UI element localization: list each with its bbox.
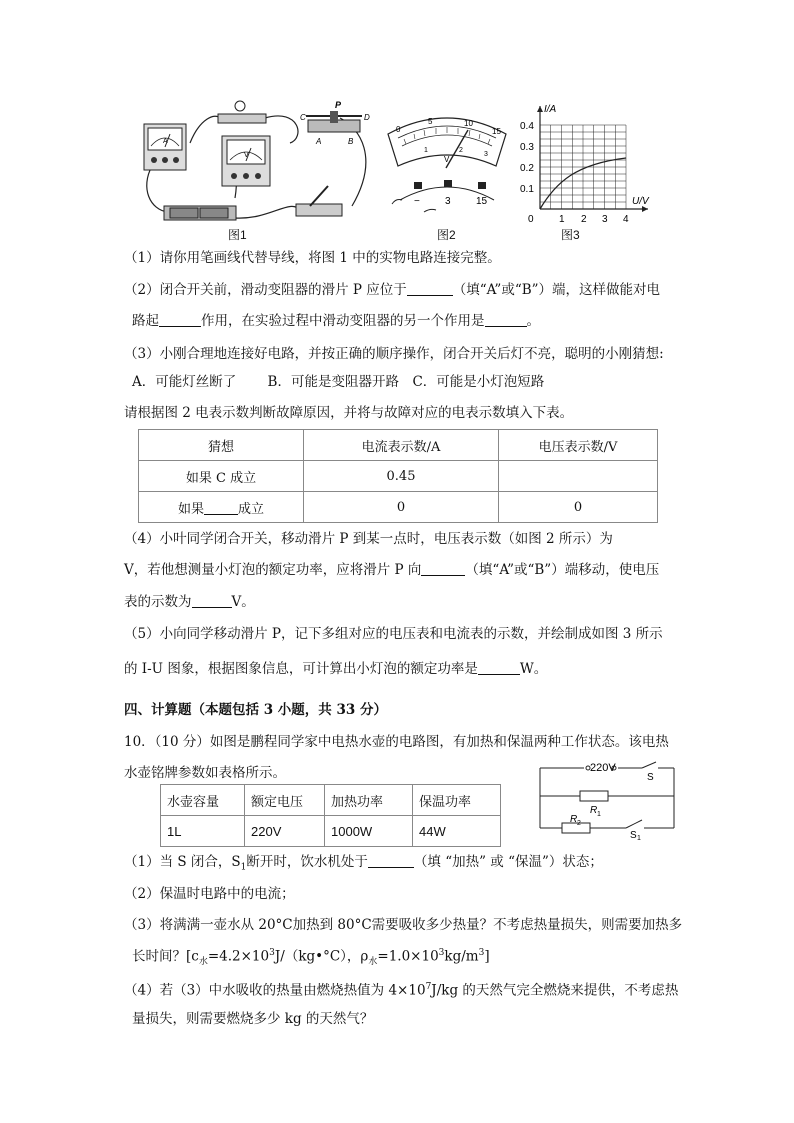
svg-text:R: R bbox=[570, 814, 578, 825]
svg-text:I/A: I/A bbox=[544, 104, 557, 115]
q10-part2: （2）保温时电路中的电流； bbox=[124, 886, 295, 902]
svg-text:S: S bbox=[647, 772, 654, 783]
q9-table bbox=[138, 429, 658, 523]
answer-blank[interactable] bbox=[368, 853, 414, 868]
q9-part5: （5）小向同学移动滑片 P，记下多组对应的电压表和电流表的示数，并绘制成如图 3 所示 bbox=[124, 626, 663, 642]
table-cell: 0 bbox=[499, 492, 658, 523]
answer-blank[interactable] bbox=[192, 593, 232, 608]
q9-part4: （4）小叶同学闭合开关，移动滑片 P 到某一点时，电压表示数（如图 2 所示）为 bbox=[124, 531, 613, 547]
svg-text:2: 2 bbox=[459, 147, 463, 154]
rheostat bbox=[300, 100, 370, 146]
q10-part4-cont: 量损失，则需要燃烧多少 kg 的天然气？ bbox=[132, 1011, 374, 1027]
q9-part4-cont: V，若他想测量小灯泡的额定功率，应将滑片 P 向 （填“A”或“B”）端移动，使电压 bbox=[124, 562, 660, 578]
answer-blank[interactable] bbox=[478, 660, 520, 675]
svg-text:0: 0 bbox=[396, 125, 401, 134]
lamp bbox=[218, 101, 266, 123]
svg-text:0.3: 0.3 bbox=[520, 142, 534, 153]
answer-blank[interactable] bbox=[159, 312, 201, 327]
q10-part3: （3）将满满一壶水从 20°C加热到 80°C需要吸收多少热量？不考虑热量损失，则需要加热多 bbox=[124, 917, 683, 933]
svg-text:D: D bbox=[364, 113, 370, 122]
ammeter bbox=[144, 124, 186, 170]
table-header: 猜想 bbox=[139, 430, 304, 461]
section-4-title: 四、计算题（本题包括 3 小题，共 33 分） bbox=[124, 702, 387, 718]
table-cell[interactable] bbox=[499, 461, 658, 492]
svg-text:4: 4 bbox=[623, 214, 629, 225]
svg-text:15: 15 bbox=[492, 127, 501, 136]
svg-text:1: 1 bbox=[424, 147, 428, 154]
table-header: 保温功率 bbox=[413, 785, 501, 816]
svg-text:P: P bbox=[335, 100, 342, 110]
figure-2-meter bbox=[384, 104, 510, 228]
svg-text:5: 5 bbox=[428, 117, 433, 126]
svg-text:220V: 220V bbox=[590, 762, 616, 774]
table-cell: 1L bbox=[161, 816, 245, 847]
table-cell: 44W bbox=[413, 816, 501, 847]
q9-part2: （2）闭合开关前，滑动变阻器的滑片 P 应位于 （填“A”或“B”）端，这样做能对电 bbox=[124, 282, 661, 298]
q10-table bbox=[160, 784, 501, 847]
q10-part3-cont: 长时间？[$c_水=4.2\times 10^3J/(kg•^\circ C)$，$\rho_水=1.0\times 10^3kg/m^3$] bbox=[132, 948, 490, 968]
svg-text:2: 2 bbox=[577, 820, 581, 827]
svg-text:1: 1 bbox=[559, 214, 565, 225]
svg-text:S: S bbox=[630, 830, 637, 840]
table-header: 额定电压 bbox=[245, 785, 325, 816]
svg-text:R: R bbox=[590, 805, 598, 816]
svg-text:−: − bbox=[414, 196, 420, 207]
svg-text:0: 0 bbox=[528, 214, 534, 225]
svg-text:0.2: 0.2 bbox=[520, 163, 534, 174]
answer-blank[interactable] bbox=[407, 281, 453, 296]
table-cell: 1000W bbox=[325, 816, 413, 847]
q9-options: A．可能灯丝断了 B．可能是变阻器开路 C．可能是小灯泡短路 bbox=[132, 374, 545, 390]
svg-text:A: A bbox=[163, 138, 168, 145]
q9-part5-cont: 的 I-U 图象，根据图象信息，可计算出小灯泡的额定功率是 W。 bbox=[124, 661, 548, 677]
voltmeter bbox=[222, 136, 270, 186]
answer-blank[interactable] bbox=[485, 312, 527, 327]
table-cell: 如果 C 成立 bbox=[139, 461, 304, 492]
svg-text:0.1: 0.1 bbox=[520, 184, 534, 195]
q10-intro-cont: 水壶铭牌参数如表格所示。 bbox=[124, 765, 286, 781]
svg-text:3: 3 bbox=[602, 214, 608, 225]
svg-text:C: C bbox=[300, 113, 306, 122]
table-header: 水壶容量 bbox=[161, 785, 245, 816]
svg-text:1: 1 bbox=[597, 811, 601, 818]
q10-part4: （4）若（3）中水吸收的热量由燃烧热值为 $4\times 10^7J/kg$ 的天然气完全燃烧来提供，不考虑热 bbox=[124, 982, 679, 999]
svg-text:3: 3 bbox=[445, 196, 451, 207]
q9-part4-cont2: 表的示数为 V。 bbox=[124, 594, 255, 610]
svg-text:1: 1 bbox=[637, 835, 641, 840]
table-header: 电压表示数/V bbox=[499, 430, 658, 461]
table-cell: 如果 成立 bbox=[139, 492, 304, 523]
figure-1-circuit bbox=[130, 98, 380, 226]
q9-part1: （1）请你用笔画线代替导线，将图 1 中的实物电路连接完整。 bbox=[124, 250, 501, 266]
figure-3-caption: 图3 bbox=[561, 228, 580, 242]
svg-text:U/V: U/V bbox=[632, 196, 649, 207]
svg-text:V: V bbox=[244, 152, 249, 159]
svg-text:2: 2 bbox=[581, 214, 587, 225]
figure-2-caption: 图2 bbox=[437, 228, 456, 242]
table-cell: 220V bbox=[245, 816, 325, 847]
battery-pack bbox=[164, 206, 236, 220]
svg-text:A: A bbox=[316, 137, 322, 146]
q9-part2-cont: 路起 作用，在实验过程中滑动变阻器的另一个作用是 。 bbox=[132, 313, 540, 329]
q10-circuit-diagram bbox=[532, 760, 682, 840]
table-cell: 0 bbox=[304, 492, 499, 523]
q10-part1: （1）当 S 闭合，$S_1$断开时，饮水机处于 （填 “加热” 或 “保温”）状态； bbox=[124, 854, 603, 873]
figure-1-caption: 图1 bbox=[228, 228, 247, 242]
q9-part3-instruction: 请根据图 2 电表示数判断故障原因，并将与故障对应的电表示数填入下表。 bbox=[124, 405, 574, 421]
svg-text:15: 15 bbox=[476, 196, 488, 207]
svg-text:3: 3 bbox=[484, 151, 488, 158]
q10-intro: 10．（10 分）如图是鹏程同学家中电热水壶的电路图，有加热和保温两种工作状态。该电热 bbox=[124, 734, 669, 750]
figure-3-graph bbox=[516, 100, 658, 228]
answer-blank[interactable] bbox=[204, 500, 238, 515]
svg-text:B: B bbox=[348, 137, 354, 146]
q9-part3: （3）小刚合理地连接好电路，并按正确的顺序操作，闭合开关后灯不亮，聪明的小刚猜想: bbox=[124, 346, 664, 362]
switch bbox=[296, 186, 342, 216]
answer-blank[interactable] bbox=[421, 561, 465, 576]
svg-text:V: V bbox=[444, 155, 450, 164]
svg-text:10: 10 bbox=[464, 119, 473, 128]
svg-text:0.4: 0.4 bbox=[520, 121, 534, 132]
table-header: 加热功率 bbox=[325, 785, 413, 816]
table-cell: 0.45 bbox=[304, 461, 499, 492]
table-header: 电流表示数/A bbox=[304, 430, 499, 461]
